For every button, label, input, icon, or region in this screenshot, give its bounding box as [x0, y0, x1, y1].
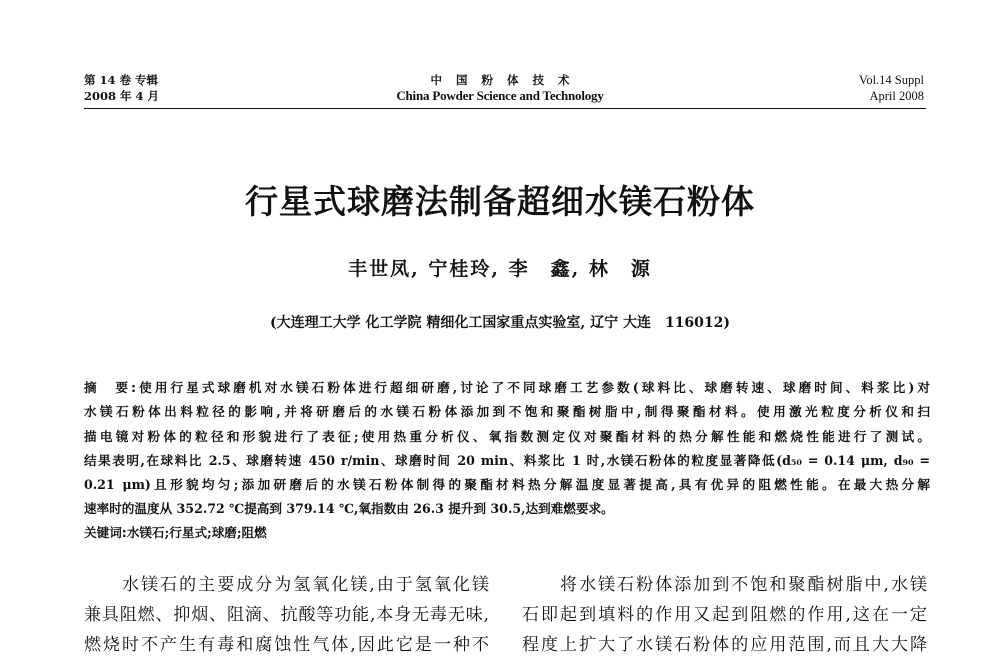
journal-volume: 第 14 卷 专辑: [84, 73, 159, 87]
header-rule: [84, 108, 926, 109]
abstract-line: [84, 376, 930, 400]
abstract-line: 描电镜对粉体的粒径和形貌进行了表征;使用热重分析仪、氧指数测定仪对聚酯材料的热分解性能和燃烧性能进行了测试。: [84, 428, 930, 444]
body-column-right: [522, 570, 927, 660]
abstract-line: 水镁石粉体出料粒径的影响,并将研磨后的水镁石粉体添加到不饱和聚酯树脂中,制得聚酯材料。使用激光粒度分析仪和扫: [84, 404, 930, 420]
journal-date-en: April 2008: [869, 89, 924, 103]
journal-name-english: China Powder Science and Technology: [396, 88, 604, 103]
paper-affiliation: (大连理工大学 化工学院 精细化工国家重点实验室, 辽宁 大连 116012): [269, 315, 731, 331]
paper-title: 行星式球磨法制备超细水镁石粉体: [245, 182, 755, 221]
body-line: 程度上扩大了水镁石粉体的应用范围,而且大大降: [522, 635, 927, 655]
keywords: [84, 522, 267, 541]
body-line: 水镁石的主要成分为氢氧化镁,由于氢氧化镁: [84, 575, 489, 595]
journal-name: [0, 72, 1000, 104]
paper-authors: 丰世凤, 宁桂玲, 李 鑫, 林 源: [348, 258, 652, 280]
abstract-text: 使用行星式球磨机对水镁石粉体进行超细研磨,讨论了不同球磨工艺参数(球料比、球磨转速、球磨时间、料浆比)对: [136, 380, 930, 395]
journal-volume-english: [859, 72, 924, 104]
body-line: 将水镁石粉体添加到不饱和聚酯树脂中,水镁: [522, 575, 927, 595]
journal-volume-en: Vol.14 Suppl: [858, 73, 924, 87]
abstract-line: 结果表明,在球料比 2.5、球磨转速 450 r/min、球磨时间 20 min、料浆比 1 时,水镁石粉体的粒度显著降低(d₅₀ = 0.14 μm, d₉₀ =: [84, 452, 930, 468]
abstract-line: 0.21 μm)且形貌均匀;添加研磨后的水镁石粉体制得的聚酯材料热分解温度显著提高,具有优异的阻燃性能。在最大热分解: [84, 477, 930, 493]
body-column-left: [84, 570, 489, 660]
body-line: 兼具阻燃、抑烟、阻滴、抗酸等功能,本身无毒无味,: [84, 605, 489, 625]
keywords-text: 水镁石;行星式;球磨;阻燃: [126, 525, 267, 540]
abstract-line: 速率时的温度从 352.72 ℃提高到 379.14 ℃,氧指数由 26.3 提升到 30.5,达到难燃要求。: [84, 501, 614, 517]
abstract: [84, 376, 930, 522]
body-line: 燃烧时不产生有毒和腐蚀性气体,因此它是一种不: [84, 635, 489, 655]
keywords-label: 关键词:: [84, 525, 127, 540]
journal-date: 2008 年 4 月: [84, 89, 160, 103]
journal-name-chinese: 中国粉体技术: [430, 73, 584, 87]
body-line: 石即起到填料的作用又起到阻燃的作用,这在一定: [522, 605, 927, 625]
abstract-label: 摘 要:: [84, 380, 137, 395]
